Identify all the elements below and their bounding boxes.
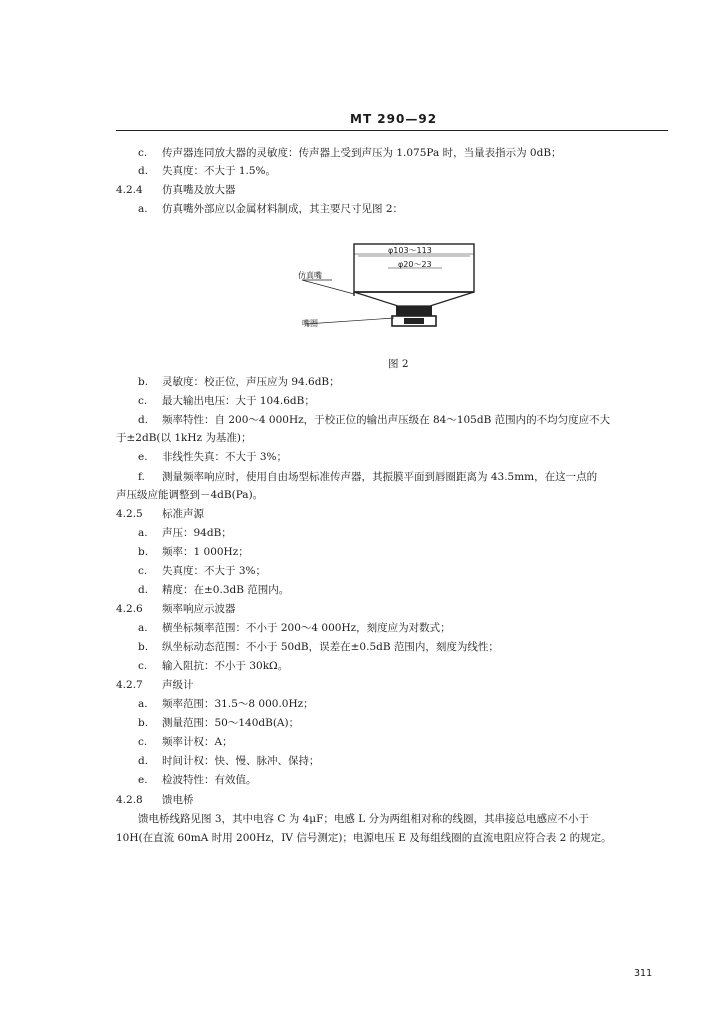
- section-title: 仿真嘴及放大器: [162, 184, 236, 196]
- list-marker: a.: [138, 203, 148, 215]
- list-marker: d.: [138, 584, 149, 596]
- list-item: 灵敏度：校正位，声压应为 94.6dB；: [162, 376, 340, 388]
- header-rule: [116, 130, 668, 131]
- section-title: 馈电桥: [162, 794, 194, 806]
- list-marker: e.: [138, 774, 148, 786]
- figure-dimension-outer: φ103～113: [388, 246, 432, 255]
- list-marker: c.: [138, 565, 148, 577]
- section-number: 4.2.5: [116, 508, 143, 520]
- list-item: 声压：94dB；: [162, 527, 232, 539]
- section-number: 4.2.4: [116, 184, 143, 196]
- figure-label-mouth: 仿真嘴: [298, 271, 322, 280]
- list-item-continuation: 于±2dB(以 1kHz 为基准)；: [116, 432, 252, 444]
- list-marker: f.: [138, 471, 145, 483]
- list-marker: b.: [138, 717, 149, 729]
- list-item: 失真度：不大于 3%；: [162, 565, 266, 577]
- section-number: 4.2.7: [116, 679, 143, 691]
- list-item-continuation: 声压级应能调整到－4dB(Pa)。: [116, 489, 264, 501]
- list-item: 频率：1 000Hz；: [162, 546, 249, 558]
- figure-caption: 图 2: [388, 358, 409, 370]
- list-marker: b.: [138, 376, 149, 388]
- list-marker: c.: [138, 660, 148, 672]
- list-marker: a.: [138, 527, 148, 539]
- list-marker: c.: [138, 147, 148, 159]
- list-marker: b.: [138, 546, 149, 558]
- list-marker: b.: [138, 641, 149, 653]
- section-number: 4.2.6: [116, 603, 143, 615]
- list-marker: d.: [138, 755, 149, 767]
- list-marker: a.: [138, 698, 148, 710]
- section-title: 标准声源: [162, 508, 204, 520]
- list-item: 横坐标频率范围：不小于 200～4 000Hz，刻度应为对数式；: [162, 622, 451, 634]
- page-number: 311: [634, 968, 653, 979]
- section-title: 声级计: [162, 679, 194, 691]
- list-item: 仿真嘴外部应以金属材料制成，其主要尺寸见图 2：: [162, 203, 404, 215]
- list-item: 失真度：不大于 1.5%。: [162, 165, 277, 177]
- list-marker: e.: [138, 451, 148, 463]
- list-item: 测量频率响应时，使用自由场型标准传声器，其振膜平面到唇圈距离为 43.5mm，在这一点的: [162, 471, 598, 483]
- list-marker: d.: [138, 414, 149, 426]
- list-item: 精度：在±0.3dB 范围内。: [162, 584, 290, 596]
- list-item: 频率计权：A；: [162, 736, 233, 748]
- figure-2-mouth-simulator: [292, 238, 482, 338]
- section-number: 4.2.8: [116, 794, 143, 806]
- list-item: 传声器连同放大器的灵敏度：传声器上受到声压为 1.075Pa 时，当量表指示为 0dB；: [162, 147, 562, 159]
- list-marker: c.: [138, 736, 148, 748]
- list-item: 检波特性：有效值。: [162, 774, 257, 786]
- list-item: 输入阻抗：不小于 30kΩ。: [162, 660, 289, 672]
- paragraph-line: 馈电桥线路见图 3，其中电容 C 为 4μF；电感 L 分为两组相对称的线圈，其串接总电感应不小于: [138, 813, 590, 825]
- mouth-simulator-drawing: [292, 238, 482, 338]
- figure-dimension-inner: φ20～23: [398, 260, 432, 269]
- list-item: 测量范围：50～140dB(A)；: [162, 717, 300, 729]
- list-item: 非线性失真：不大于 3%；: [162, 451, 287, 463]
- list-item: 频率范围：31.5～8 000.0Hz；: [162, 698, 314, 710]
- list-marker: c.: [138, 395, 148, 407]
- list-item: 纵坐标动态范围：不小于 50dB，误差在±0.5dB 范围内，刻度为线性；: [162, 641, 499, 653]
- list-item: 最大输出电压：大于 104.6dB；: [162, 395, 315, 407]
- list-marker: a.: [138, 622, 148, 634]
- list-item: 频率特性：自 200～4 000Hz，于校正位的输出声压级在 84～105dB 范围内的不均匀度应不大: [162, 414, 611, 426]
- header-standard-id: MT 290—92: [350, 112, 438, 126]
- list-item: 时间计权：快、慢、脉冲、保持；: [162, 755, 320, 767]
- list-marker: d.: [138, 165, 149, 177]
- figure-label-ring: 嘴圈: [302, 319, 318, 328]
- section-title: 频率响应示波器: [162, 603, 236, 615]
- paragraph-line: 10H(在直流 60mA 时用 200Hz，IV 信号测定)；电源电压 E 及每组线圈的直流电阻应符合表 2 的规定。: [116, 832, 612, 844]
